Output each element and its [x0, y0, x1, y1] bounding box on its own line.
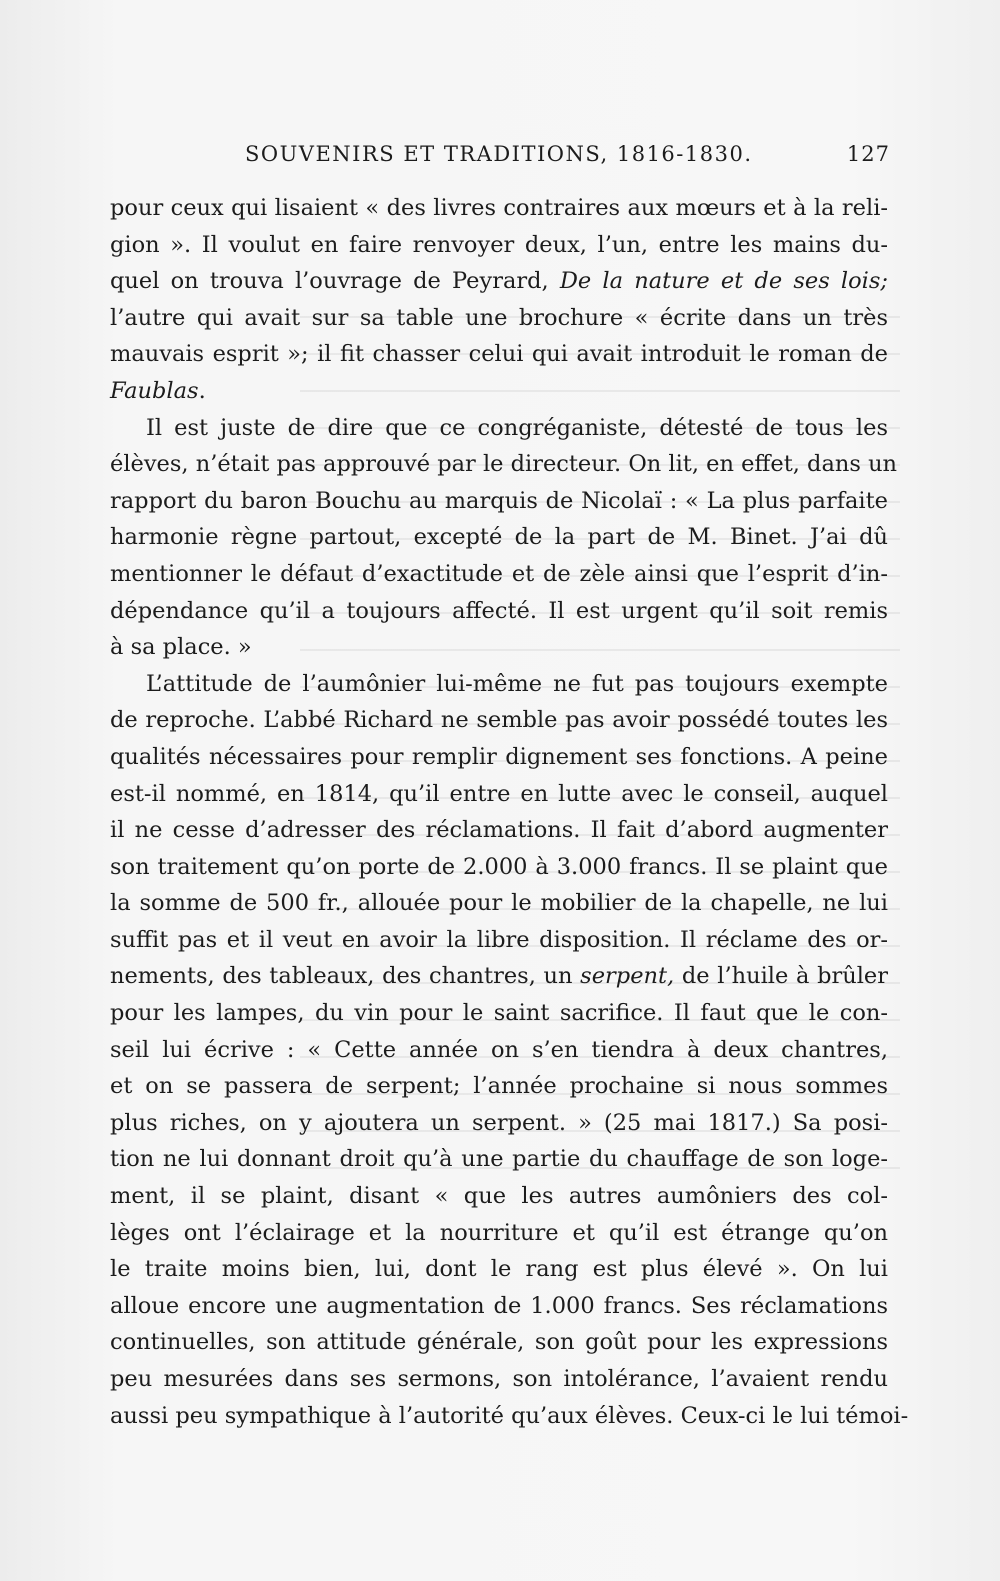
- text-line-after-italic: de l’huile à brûler: [674, 963, 888, 990]
- text-line-before-italic: nements, des tableaux, des chantres, un: [110, 963, 581, 990]
- text-line-content: la somme de 500 fr., allouée pour le mobilier de la chapelle, ne lui: [110, 890, 888, 917]
- text-line-content: Il est juste de dire que ce congréganiste, détesté de tous les: [146, 414, 888, 441]
- text-line: [110, 190, 888, 227]
- text-line: [110, 1032, 888, 1069]
- text-line: [110, 666, 888, 703]
- text-line-content: tion ne lui donnant droit qu’à une partie du chauffage de son loge-: [110, 1146, 888, 1173]
- text-line-content: seil lui écrive : « Cette année on s’en tiendra à deux chantres,: [110, 1036, 888, 1063]
- page-number: 127: [846, 142, 890, 166]
- text-line-content: il ne cesse d’adresser des réclamations. Il fait d’abord augmenter: [110, 817, 888, 844]
- text-line: [110, 227, 888, 264]
- italic-title: Faublas: [110, 377, 199, 404]
- text-line-content: peu mesurées dans ses sermons, son intolérance, l’avaient rendu: [110, 1366, 888, 1392]
- text-line: [110, 1068, 888, 1105]
- text-line: [110, 849, 888, 886]
- italic-title: De la nature et de ses lois;: [559, 268, 888, 295]
- text-line-content: lèges ont l’éclairage et la nourriture et qu’il est étrange qu’on: [110, 1219, 888, 1246]
- text-line: [110, 446, 898, 483]
- text-line-content: est-il nommé, en 1814, qu’il entre en lutte avec le conseil, auquel: [110, 780, 888, 807]
- text-line: [110, 336, 888, 373]
- text-line: [110, 263, 888, 300]
- text-line-content: mentionner le défaut d’exactitude et de zèle ainsi que l’esprit d’in-: [110, 560, 888, 587]
- text-line: [110, 483, 888, 520]
- text-line-after-italic: .: [198, 377, 206, 404]
- text-line: [110, 410, 888, 447]
- body-text: [110, 190, 909, 1434]
- text-line-content: pour les lampes, du vin pour le saint sacrifice. Il faut que le con-: [110, 1000, 888, 1027]
- text-line-content: L’attitude de l’aumônier lui-même ne fut pas toujours exempte: [146, 670, 888, 697]
- text-line-content: aussi peu sympathique à l’autorité qu’aux élèves. Ceux-ci le lui témoi-: [110, 1402, 909, 1429]
- text-line: [110, 739, 888, 776]
- text-line-content: dépendance qu’il a toujours affecté. Il est urgent qu’il soit remis: [110, 597, 888, 624]
- text-line: [110, 593, 888, 630]
- text-line: [110, 519, 888, 556]
- text-line: [110, 1361, 888, 1398]
- text-line: [110, 958, 888, 995]
- text-line: [110, 629, 888, 666]
- text-line: [110, 702, 888, 739]
- text-line: [110, 812, 888, 849]
- text-line-content: son traitement qu’on porte de 2.000 à 3.000 francs. Il se plaint que: [110, 853, 888, 880]
- text-line-content: continuelles, son attitude générale, son goût pour les expressions: [110, 1329, 888, 1356]
- text-line-before-italic: quel on trouva l’ouvrage de Peyrard,: [110, 268, 560, 295]
- text-line-content: à sa place. »: [110, 634, 252, 661]
- text-line: [110, 1324, 888, 1361]
- text-line-content: harmonie règne partout, excepté de la part de M. Binet. J’ai dû: [110, 524, 888, 551]
- text-line-content: de reproche. L’abbé Richard ne semble pas avoir possédé toutes les: [110, 707, 888, 734]
- text-line-content: mauvais esprit »; il fit chasser celui qui avait introduit le roman de: [110, 341, 888, 368]
- text-line: [110, 1215, 888, 1252]
- text-line: [110, 556, 888, 593]
- text-line-content: l’autre qui avait sur sa table une brochure « écrite dans un très: [110, 304, 888, 331]
- running-head: [110, 142, 890, 172]
- text-line: [110, 1251, 888, 1288]
- text-line-content: rapport du baron Bouchu au marquis de Nicolaï : « La plus parfaite: [110, 487, 888, 514]
- text-line-content: alloue encore une augmentation de 1.000 francs. Ses réclamations: [110, 1292, 888, 1319]
- text-line: [110, 922, 888, 959]
- text-line-content: plus riches, on y ajoutera un serpent. » (25 mai 1817.) Sa posi-: [110, 1109, 888, 1136]
- text-line: [110, 776, 888, 813]
- running-title: SOUVENIRS ET TRADITIONS, 1816-1830.: [245, 142, 753, 166]
- italic-title: serpent,: [580, 963, 675, 990]
- text-line: [110, 373, 888, 410]
- text-line-content: suffit pas et il veut en avoir la libre disposition. Il réclame des or-: [110, 926, 888, 953]
- text-line: [110, 1178, 888, 1215]
- text-line-content: élèves, n’était pas approuvé par le directeur. On lit, en effet, dans un: [110, 451, 898, 478]
- text-line: [110, 1105, 888, 1142]
- text-line: [110, 300, 888, 337]
- text-line-content: et on se passera de serpent; l’année prochaine si nous sommes: [110, 1073, 888, 1100]
- text-line: [110, 1398, 909, 1435]
- text-line: [110, 1141, 888, 1178]
- text-line-content: ment, il se plaint, disant « que les autres aumôniers des col-: [110, 1183, 888, 1210]
- text-line: [110, 885, 888, 922]
- text-line: [110, 1288, 888, 1325]
- text-line-content: le traite moins bien, lui, dont le rang est plus élevé ». On lui: [110, 1256, 888, 1283]
- text-line-content: qualités nécessaires pour remplir dignement ses fonctions. A peine: [110, 743, 888, 770]
- text-line-content: gion ». Il voulut en faire renvoyer deux, l’un, entre les mains du-: [110, 231, 888, 258]
- text-line: [110, 995, 888, 1032]
- text-line-content: pour ceux qui lisaient « des livres contraires aux mœurs et à la reli-: [110, 195, 888, 221]
